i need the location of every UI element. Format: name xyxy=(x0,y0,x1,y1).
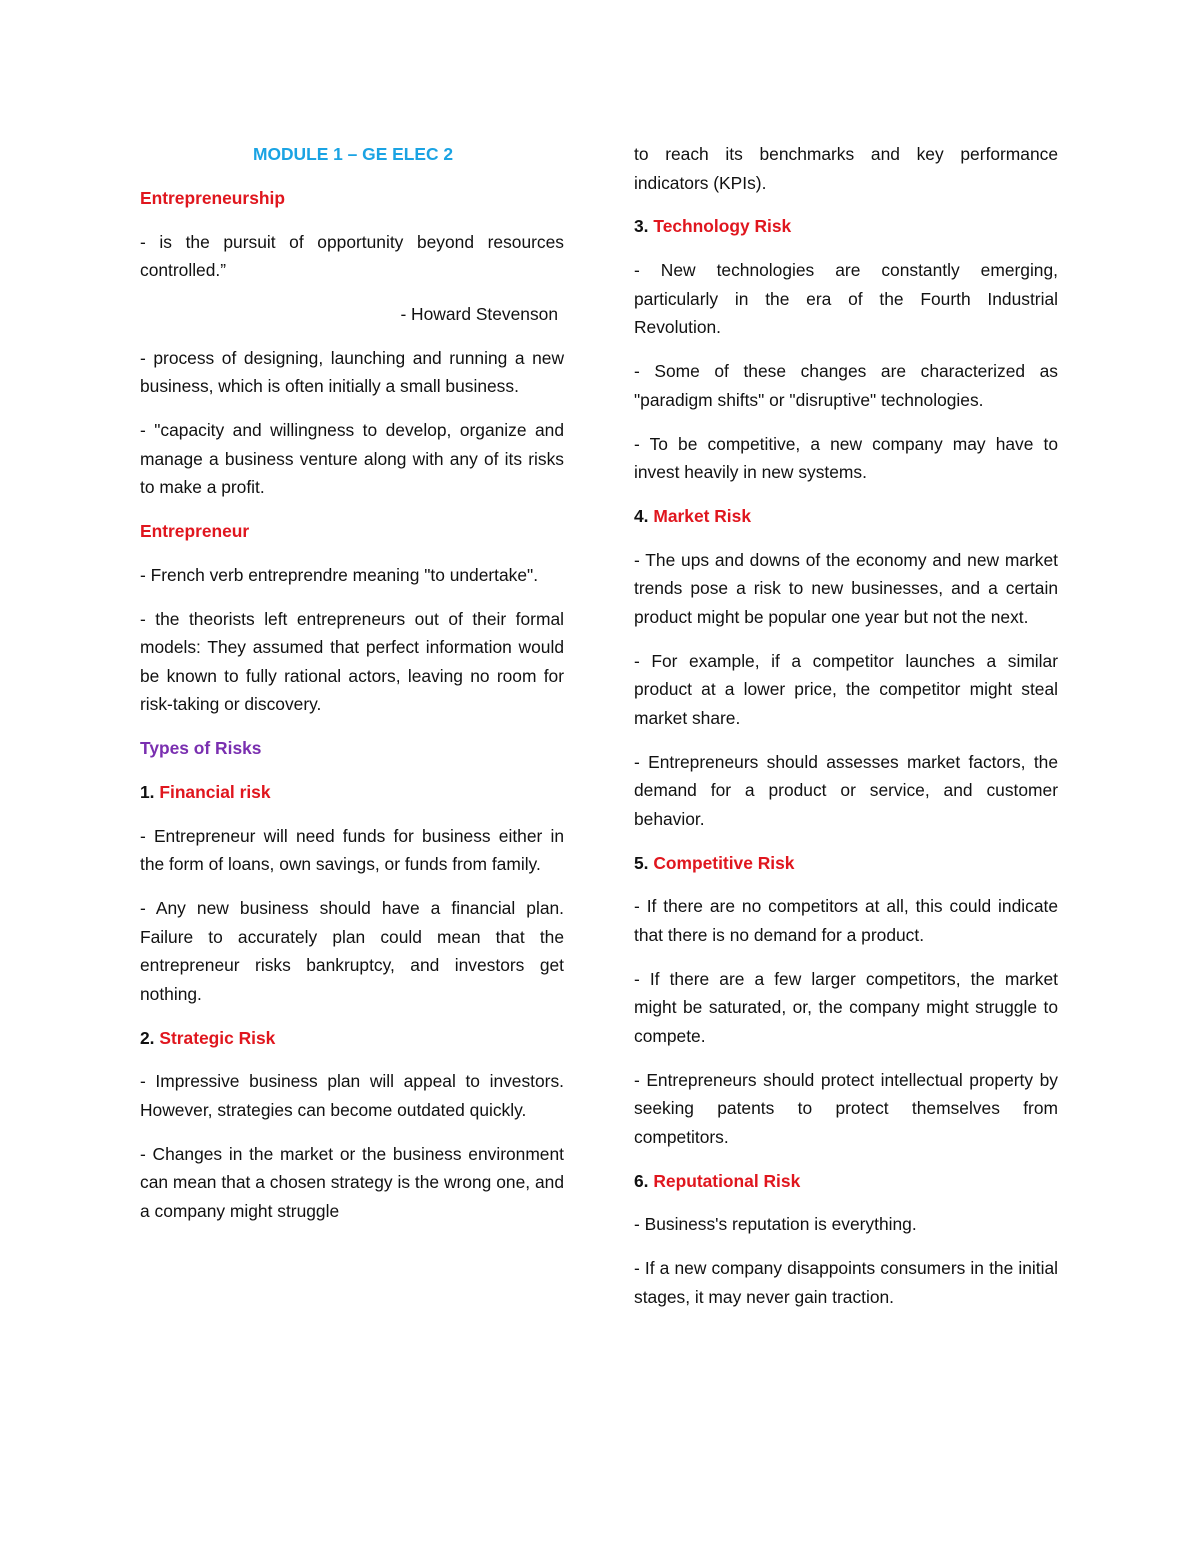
paragraph: - Impressive business plan will appeal to investors. However, strategies can become outdated quickly. xyxy=(140,1071,564,1121)
risk-title: Reputational Risk xyxy=(653,1170,801,1191)
paragraph: - New technologies are constantly emerging, particularly in the era of the Fourth Industrial Revolution. xyxy=(634,260,1058,338)
paragraph: - "capacity and willingness to develop, organize and manage a business venture along with any of its risks to make a profit. xyxy=(140,420,564,498)
paragraph: - Business's reputation is everything. xyxy=(634,1214,917,1235)
risk-number: 1. xyxy=(140,781,155,802)
risk-title: Strategic Risk xyxy=(159,1027,276,1048)
risk-title: Competitive Risk xyxy=(653,852,795,873)
risk-number: 2. xyxy=(140,1027,155,1048)
right-column xyxy=(634,140,1058,1327)
paragraph: - For example, if a competitor launches a similar product at a lower price, the competitor might steal market share. xyxy=(634,650,1058,728)
paragraph: - Entrepreneur will need funds for business either in the form of loans, own savings, or funds from family. xyxy=(140,825,564,875)
paragraph: - French verb entreprendre meaning "to undertake". xyxy=(140,564,539,585)
paragraph: - If a new company disappoints consumers in the initial stages, it may never gain traction. xyxy=(634,1258,1058,1307)
risk-number: 3. xyxy=(634,216,649,237)
risk-title: Market Risk xyxy=(653,505,751,526)
paragraph: - process of designing, launching and running a new business, which is often initially a small business. xyxy=(140,347,564,397)
paragraph: - Changes in the market or the business environment can mean that a chosen strategy is the wrong one, and a company might struggle xyxy=(140,1143,564,1222)
paragraph: - The ups and downs of the economy and new market trends pose a risk to new businesses, and a certain product might be popular one year but not the next. xyxy=(634,549,1058,627)
paragraph: - If there are no competitors at all, this could indicate that there is no demand for a product. xyxy=(634,896,1058,945)
risk-title: Technology Risk xyxy=(653,216,792,237)
paragraph: - If there are a few larger competitors, the market might be saturated, or, the company might struggle to compete. xyxy=(634,968,1058,1046)
paragraph: to reach its benchmarks and key performance indicators (KPIs). xyxy=(634,144,1058,193)
risk-number: 6. xyxy=(634,1170,649,1191)
paragraph: - the theorists left entrepreneurs out of their formal models: They assumed that perfect information would be known to fully rational actors, leaving no room for risk-taking or discovery. xyxy=(140,608,564,715)
risk-heading-competitive xyxy=(634,849,1058,878)
heading-types-of-risks: Types of Risks xyxy=(140,738,262,759)
heading-entrepreneurship: Entrepreneurship xyxy=(140,187,285,208)
paragraph: - Entrepreneurs should protect intellectual property by seeking patents to protect themselves from competitors. xyxy=(634,1069,1058,1147)
risk-heading-technology xyxy=(634,212,1058,241)
left-column xyxy=(140,140,564,1241)
risk-heading-financial xyxy=(140,778,564,807)
quote-attribution: - Howard Stevenson xyxy=(400,303,558,324)
module-title: MODULE 1 – GE ELEC 2 xyxy=(252,144,454,164)
risk-number: 5. xyxy=(634,852,649,873)
paragraph: - is the pursuit of opportunity beyond resources controlled.” xyxy=(140,231,564,281)
risk-title: Financial risk xyxy=(159,781,271,802)
heading-entrepreneur: Entrepreneur xyxy=(140,521,250,542)
risk-heading-strategic xyxy=(140,1024,564,1053)
paragraph: - Some of these changes are characterized as "paradigm shifts" or "disruptive" technologies. xyxy=(634,361,1058,410)
paragraph: - Any new business should have a financial plan. Failure to accurately plan could mean that the entrepreneur risks bankruptcy, and investors get nothing. xyxy=(140,898,564,1004)
risk-number: 4. xyxy=(634,505,649,526)
risk-heading-market xyxy=(634,502,1058,531)
paragraph: - To be competitive, a new company may have to invest heavily in new systems. xyxy=(634,433,1058,483)
paragraph: - Entrepreneurs should assesses market factors, the demand for a product or service, and customer behavior. xyxy=(634,751,1058,829)
risk-heading-reputational xyxy=(634,1167,1058,1196)
